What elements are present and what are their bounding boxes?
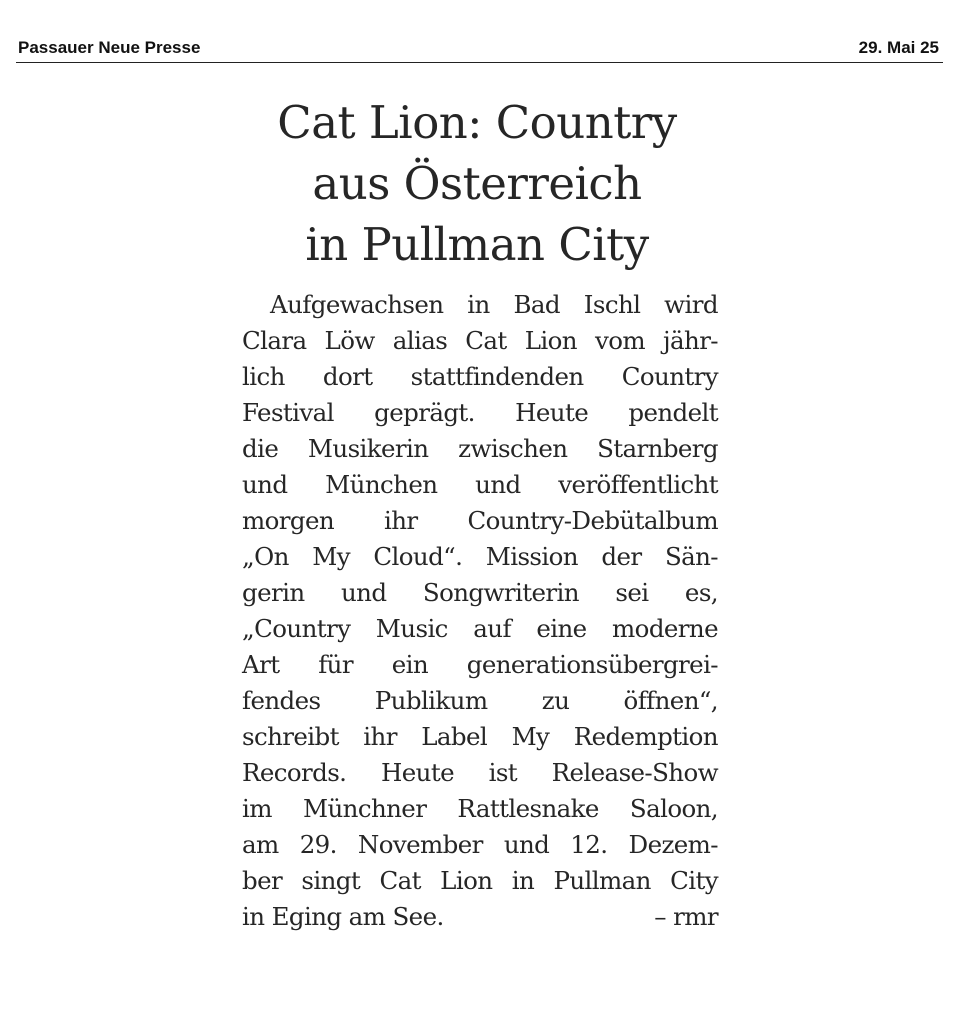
body-line: Records. Heute ist Release-Show <box>242 758 718 787</box>
headline-line: Cat Lion: Country <box>277 96 677 149</box>
headline-line: aus Österreich <box>312 157 642 210</box>
headline-line: in Pullman City <box>305 218 649 271</box>
body-line: „Country Music auf eine moderne <box>242 614 718 643</box>
body-line: die Musikerin zwischen Starnberg <box>242 434 718 463</box>
body-line: schreibt ihr Label My Redemption <box>242 722 718 751</box>
body-line: Aufgewachsen in Bad Ischl wird <box>270 290 718 319</box>
article <box>232 92 722 935</box>
body-line: Art für ein generationsübergrei- <box>242 650 718 679</box>
body-line: und München und veröffentlicht <box>242 470 718 499</box>
body-line: lich dort stattfindenden Country <box>242 362 718 391</box>
body-line: fendes Publikum zu öffnen“, <box>242 686 718 715</box>
body-line: in Eging am See. <box>242 902 444 931</box>
page-header <box>16 36 943 63</box>
article-body <box>242 287 718 935</box>
body-line: am 29. November und 12. Dezem- <box>242 830 718 859</box>
body-line: Clara Löw alias Cat Lion vom jähr- <box>242 326 718 355</box>
body-last-line <box>242 899 718 935</box>
publication-name: Passauer Neue Presse <box>18 38 201 57</box>
article-headline <box>232 92 722 275</box>
body-line: „On My Cloud“. Mission der Sän- <box>242 542 718 571</box>
body-line: ber singt Cat Lion in Pullman City <box>242 866 718 895</box>
body-line: gerin und Songwriterin sei es, <box>242 578 718 607</box>
author-signature: – rmr <box>654 902 718 931</box>
body-line: morgen ihr Country-Debütalbum <box>242 506 718 535</box>
body-line: im Münchner Rattlesnake Saloon, <box>242 794 718 823</box>
body-line: Festival geprägt. Heute pendelt <box>242 398 718 427</box>
publication-date: 29. Mai 25 <box>858 38 939 57</box>
